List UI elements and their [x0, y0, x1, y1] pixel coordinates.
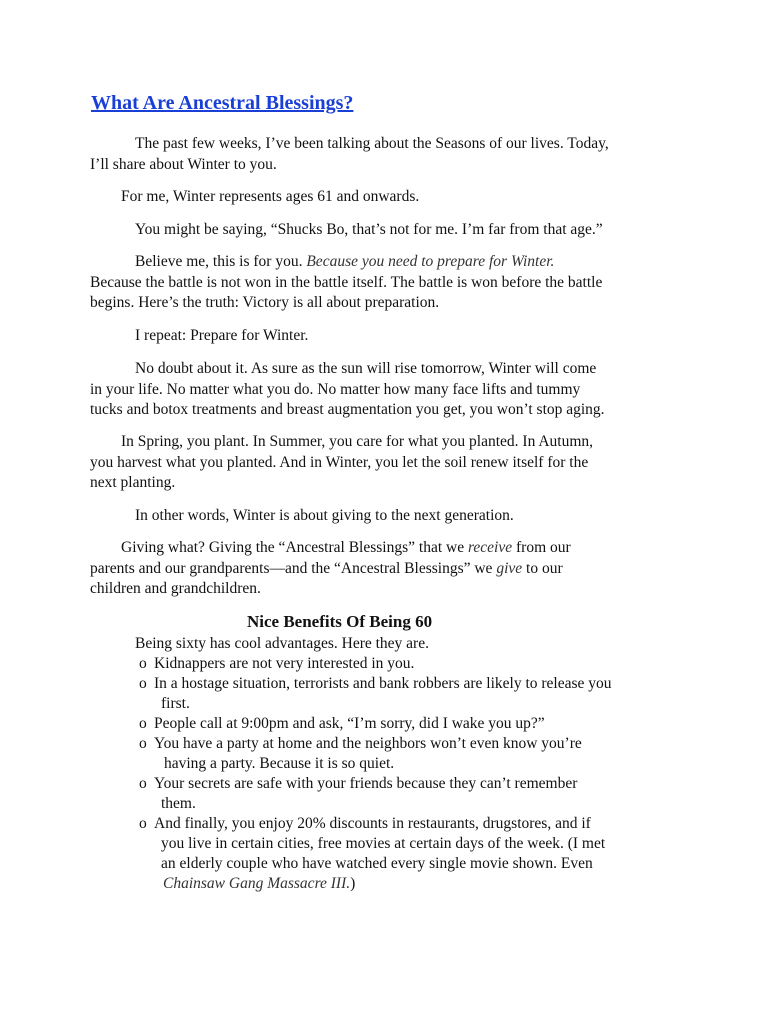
text-line: You might be saying, “Shucks Bo, that’s not for me. I’m far from that age.”: [135, 221, 603, 238]
text-line: [90, 538, 690, 559]
paragraph-seasons-cycle: [90, 432, 690, 494]
text-line: [90, 252, 690, 273]
paragraph-shucks: [90, 220, 690, 241]
bullet-marker: o: [139, 815, 147, 832]
text-line: Because the battle is not won in the battle itself. The battle is won before the battle: [90, 273, 603, 291]
bullet-marker: o: [139, 775, 147, 792]
bullet-marker: o: [139, 655, 147, 672]
text-line: No doubt about it. As sure as the sun will rise tomorrow, Winter will come: [135, 360, 597, 377]
text-line: children and grandchildren.: [90, 580, 261, 597]
text-line: next planting.: [90, 474, 176, 491]
text-line: you harvest what you planted. And in Winter, you let the soil renew itself for the: [90, 453, 589, 471]
list-item: [0, 734, 612, 774]
list-item: [0, 714, 612, 734]
text-run: parents and our grandparents—and the “Ancestral Blessings” we: [90, 559, 497, 577]
list-item: [0, 774, 612, 814]
paragraph-repeat: [90, 326, 690, 347]
list-item-line: you live in certain cities, free movies at certain days of the week. (I met: [161, 835, 606, 852]
bullet-marker: o: [139, 715, 147, 732]
page-title[interactable]: What Are Ancestral Blessings?: [91, 92, 354, 114]
paragraph-no-doubt: [90, 359, 690, 421]
paragraph-believe-me: [90, 252, 690, 314]
text-run: Believe me, this is for you.: [135, 253, 307, 270]
text-line: In Spring, you plant. In Summer, you care for what you planted. In Autumn,: [121, 433, 594, 450]
list-item-line: And finally, you enjoy 20% discounts in restaurants, drugstores, and if: [154, 815, 591, 832]
list-item-line: You have a party at home and the neighbors won’t even know you’re: [154, 735, 582, 752]
text-run: Giving what? Giving the “Ancestral Blessings” that we: [121, 539, 468, 556]
text-line: I repeat: Prepare for Winter.: [135, 327, 309, 344]
text-run: from our: [512, 539, 571, 556]
list-item: [0, 814, 612, 894]
italic-text-run: give: [496, 559, 523, 577]
paragraph-seasons: [90, 134, 690, 175]
paragraph-other-words: [90, 506, 690, 527]
section-heading: Nice Benefits Of Being 60: [247, 612, 433, 631]
text-line: In other words, Winter is about giving to the next generation.: [135, 507, 514, 524]
text-line: [90, 559, 690, 580]
paragraph-winter-ages: [90, 187, 690, 208]
paragraph-giving-what: [90, 538, 690, 600]
text-run: to our: [522, 559, 563, 577]
list-item-line: an elderly couple who have watched every single movie shown. Even: [161, 855, 593, 872]
list-item: [0, 654, 612, 674]
benefits-list: [0, 654, 612, 894]
text-run: ): [350, 875, 356, 892]
section-intro: Being sixty has cool advantages. Here they are.: [135, 635, 429, 652]
text-line: in your life. No matter what you do. No matter how many face lifts and tummy: [90, 380, 581, 398]
text-line: begins. Here’s the truth: Victory is all about preparation.: [90, 294, 440, 311]
list-item: [0, 674, 612, 714]
list-item-line: having a party. Because it is so quiet.: [164, 755, 395, 772]
bullet-marker: o: [139, 675, 147, 692]
list-item-line: Your secrets are safe with your friends because they can’t remember: [154, 775, 578, 792]
list-item-line: them.: [161, 795, 196, 812]
list-item-line: first.: [161, 695, 190, 712]
bullet-marker: o: [139, 735, 147, 752]
text-line: I’ll share about Winter to you.: [90, 155, 277, 173]
italic-text-run: Because you need to prepare for Winter.: [306, 253, 555, 270]
list-item-line: People call at 9:00pm and ask, “I’m sorry, did I wake you up?”: [154, 715, 545, 732]
list-item-line: In a hostage situation, terrorists and bank robbers are likely to release you: [154, 675, 612, 692]
italic-text-run: receive: [467, 539, 513, 556]
text-line: For me, Winter represents ages 61 and onwards.: [121, 188, 420, 205]
text-line: The past few weeks, I’ve been talking about the Seasons of our lives. Today,: [135, 135, 609, 152]
list-item-line: [0, 874, 612, 894]
italic-text-run: Chainsaw Gang Massacre III.: [163, 875, 351, 892]
text-line: tucks and botox treatments and breast augmentation you get, you won’t stop aging.: [90, 401, 605, 418]
list-item-line: Kidnappers are not very interested in you.: [154, 655, 415, 672]
